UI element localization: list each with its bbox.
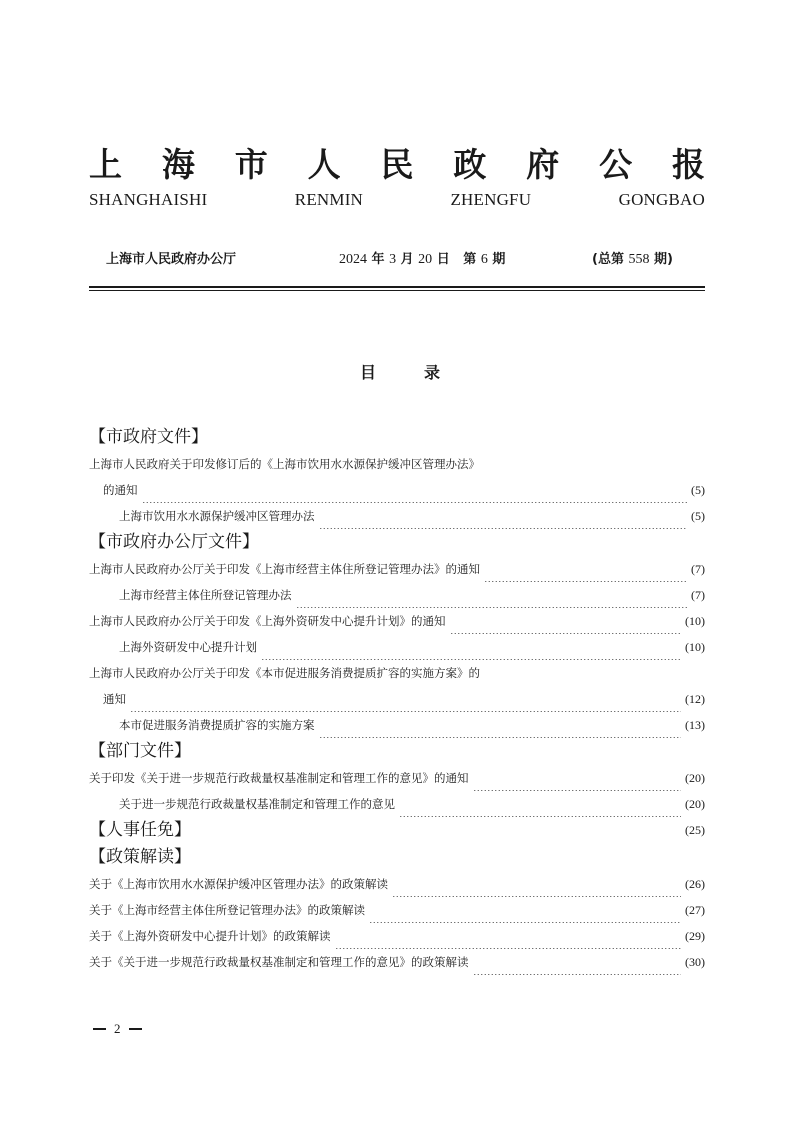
toc-page-number: (5)	[691, 509, 705, 523]
toc-entry-title: 上海市人民政府办公厅关于印发《本市促进服务消费提质扩容的实施方案》的	[89, 666, 480, 680]
toc-entry-title: 关于《上海市经营主体住所登记管理办法》的政策解读	[89, 903, 365, 917]
toc-section-heading[interactable]	[89, 738, 705, 765]
toc-section-heading[interactable]	[89, 817, 705, 844]
toc-entry-title: 上海市人民政府办公厅关于印发《上海市经营主体住所登记管理办法》的通知	[89, 562, 480, 576]
masthead-char: 上	[89, 145, 122, 184]
divider-thick	[89, 286, 705, 288]
toc-entry-title: 上海市人民政府关于印发修订后的《上海市饮用水水源保护缓冲区管理办法》	[89, 457, 480, 471]
toc-page-number: (20)	[685, 771, 705, 785]
toc-entry-title: 通知	[103, 692, 126, 706]
toc-entry[interactable]	[89, 634, 705, 660]
masthead-char: 政	[453, 145, 487, 184]
toc-entry[interactable]	[89, 451, 705, 477]
toc-entry[interactable]	[89, 871, 705, 897]
toc-section-heading[interactable]	[89, 529, 705, 556]
dot-leader	[450, 608, 682, 634]
masthead-chinese-title	[89, 143, 705, 187]
section-heading-text: 【人事任免】	[89, 820, 191, 840]
toc-entry-title: 的通知	[103, 483, 138, 497]
dot-leader	[484, 556, 687, 582]
section-heading-text: 【部门文件】	[89, 741, 191, 761]
toc-entry[interactable]	[89, 608, 705, 634]
section-heading-text: 【市政府办公厅文件】	[89, 532, 259, 552]
toc-entry[interactable]	[89, 923, 705, 949]
toc-entry-title: 本市促进服务消费提质扩容的实施方案	[119, 718, 315, 732]
toc-entry-title: 上海外资研发中心提升计划	[119, 640, 257, 654]
masthead-word: SHANGHAISHI	[89, 190, 208, 209]
masthead-char: 海	[161, 145, 195, 184]
toc-page-number: (26)	[685, 877, 705, 891]
footer-dash	[129, 1028, 142, 1030]
masthead-char: 府	[526, 145, 560, 184]
toc-entry-title: 上海市人民政府办公厅关于印发《上海外资研发中心提升计划》的通知	[89, 614, 446, 628]
footer-dash	[93, 1028, 106, 1030]
toc-page-number: (30)	[685, 955, 705, 969]
issue-date: 2024 年 3 月 20 日 第 6 期	[339, 252, 506, 267]
divider-thin	[89, 290, 705, 291]
toc-entry-title: 上海市饮用水水源保护缓冲区管理办法	[119, 509, 315, 523]
masthead-char: 人	[307, 145, 341, 184]
toc-page-number: (10)	[685, 614, 705, 628]
dot-leader	[319, 503, 688, 529]
dot-leader	[369, 897, 681, 923]
total-issue-number: (总第 558 期)	[592, 252, 673, 267]
masthead-char: 公	[599, 145, 633, 184]
toc-page-number: (29)	[685, 929, 705, 943]
table-of-contents	[89, 424, 705, 975]
toc-entry-title: 关于印发《关于进一步规范行政裁量权基准制定和管理工作的意见》的通知	[89, 771, 469, 785]
toc-page-number: (27)	[685, 903, 705, 917]
toc-entry[interactable]	[89, 477, 705, 503]
toc-entry[interactable]	[89, 686, 705, 712]
toc-entry[interactable]	[89, 791, 705, 817]
toc-entry[interactable]	[89, 582, 705, 608]
toc-page-number: (20)	[685, 797, 705, 811]
toc-entry[interactable]	[89, 765, 705, 791]
masthead-char: 报	[672, 145, 705, 184]
toc-section-heading[interactable]	[89, 424, 705, 451]
toc-page-number: (5)	[691, 483, 705, 497]
dot-leader	[142, 477, 688, 503]
dot-leader	[261, 634, 681, 660]
masthead-pinyin-title	[89, 188, 705, 212]
toc-page-number: (7)	[691, 588, 705, 602]
dot-leader	[473, 765, 682, 791]
toc-entry-title: 上海市经营主体住所登记管理办法	[119, 588, 292, 602]
toc-entry[interactable]	[89, 897, 705, 923]
masthead-word: GONGBAO	[618, 190, 705, 209]
page-footer	[93, 1019, 142, 1039]
masthead-char: 市	[234, 145, 268, 184]
toc-entry-title: 关于《上海外资研发中心提升计划》的政策解读	[89, 929, 331, 943]
masthead-char: 民	[380, 145, 414, 184]
section-heading-text: 【政策解读】	[89, 847, 191, 867]
toc-entry[interactable]	[89, 949, 705, 975]
toc-page-number: (10)	[685, 640, 705, 654]
issuing-office: 上海市人民政府办公厅	[106, 252, 237, 267]
dot-leader	[130, 686, 681, 712]
toc-entry-title: 关于《上海市饮用水水源保护缓冲区管理办法》的政策解读	[89, 877, 388, 891]
toc-section-heading[interactable]	[89, 844, 705, 871]
page-number: 2	[114, 1021, 121, 1036]
dot-leader	[473, 949, 682, 975]
dot-leader	[399, 791, 681, 817]
toc-page-number: (25)	[685, 823, 705, 837]
section-heading-text: 【市政府文件】	[89, 427, 208, 447]
masthead-word: ZHENGFU	[450, 190, 532, 209]
dot-leader	[319, 712, 682, 738]
toc-entry[interactable]	[89, 556, 705, 582]
dot-leader	[335, 923, 682, 949]
issue-info-line	[106, 248, 696, 268]
toc-entry[interactable]	[89, 660, 705, 686]
toc-page-number: (13)	[685, 718, 705, 732]
dot-leader	[392, 871, 681, 897]
dot-leader	[296, 582, 688, 608]
toc-entry[interactable]	[89, 503, 705, 529]
dot-leader	[195, 818, 681, 844]
toc-entry[interactable]	[89, 712, 705, 738]
toc-page-number: (12)	[685, 692, 705, 706]
toc-entry-title: 关于《关于进一步规范行政裁量权基准制定和管理工作的意见》的政策解读	[89, 955, 469, 969]
toc-entry-title: 关于进一步规范行政裁量权基准制定和管理工作的意见	[119, 797, 395, 811]
toc-page-number: (7)	[691, 562, 705, 576]
toc-title: 目 录	[360, 363, 440, 382]
masthead-word: RENMIN	[294, 190, 364, 209]
